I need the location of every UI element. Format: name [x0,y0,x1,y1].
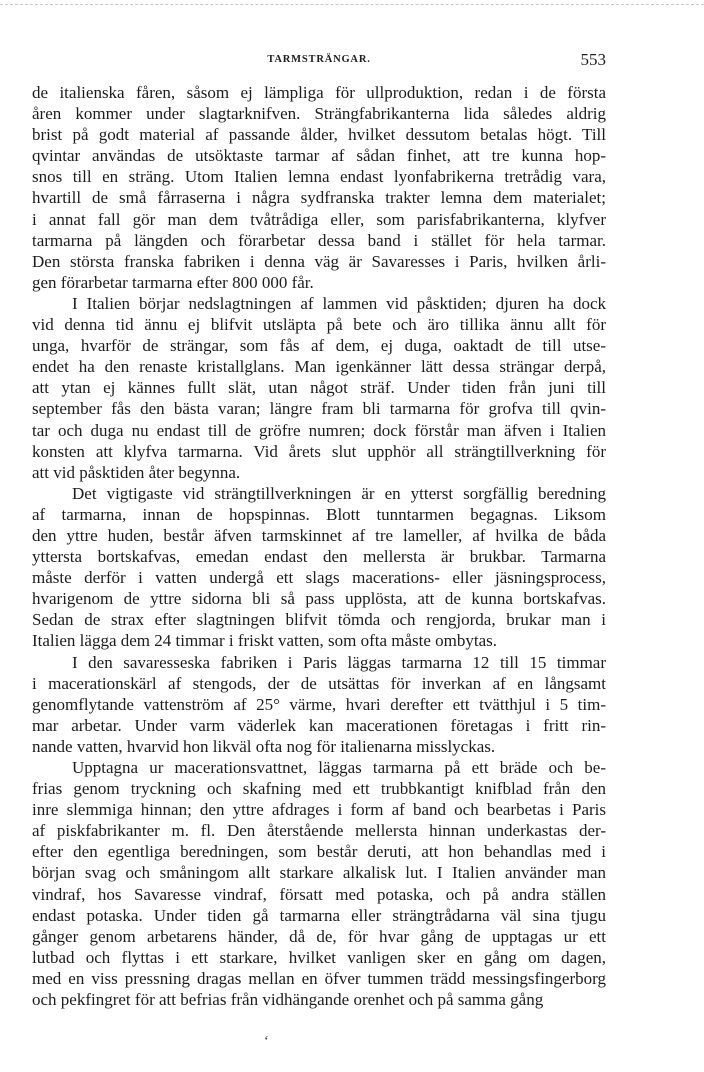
paragraph [32,483,606,652]
text-line: lutbad och flyttas i ett starkare, hvilket vanligen sker en gång om dagen, [32,947,606,967]
text-line: af tarmarna, innan de hopspinnas. Blott tunntarmen begagnas. Liksom [32,504,606,524]
text-line: Italien lägga dem 24 timmar i friskt vatten, som ofta måste ombytas. [32,631,498,651]
text-line: nande vatten, hvarvid hon likväl ofta nog för italienarna misslyckas. [32,736,496,756]
text-line: måste derför i vatten undergå ett slags macerations- eller jäsningsprocess, [32,568,606,588]
text-line: hvarigenom de yttre sidorna bli så pass upplösta, att de kunna bortskafvas. [32,589,606,609]
text-line: genomflytande vattenström af 25° värme, hvari derefter ett tvätthjul i 5 tim- [32,694,606,714]
text-line: de italienska fåren, såsom ej lämpliga för ullproduktion, redan i de första [32,83,606,102]
running-head: TARMSTRÄNGAR. [267,54,371,65]
text-line: Det vigtigaste vid strängtillverkningen är en ytterst sorgfällig beredning [72,483,606,503]
text-line: gen förarbetar tarmarna efter 800 000 får. [32,272,314,292]
scan-edge-rule [0,4,704,5]
text-line: endet ha den renaste kristallglans. Man igenkänner lätt dessa strängar derpå, [32,357,606,377]
text-line: I Italien börjar nedslagtningen af lammen vid påsktiden; djuren ha dock [72,293,606,313]
text-line: hvartill de små fårraserna i några sydfranska trakter lemna dem materialet; [32,188,606,208]
paragraph [32,82,606,293]
text-line: i macerationskärl af stengods, der de utsättas för inverkan af en långsamt [32,673,606,693]
text-line: af piskfabrikanter m. fl. Den återstående mellersta hinnan underkastas der- [32,821,606,841]
text-line: qvintar användas de utsöktaste tarmar af sådan finhet, att tre kunna hop- [32,146,606,166]
text-line: med en viss pressning dragas mellan en öfver tummen trädd messingsfingerborg [32,968,606,988]
text-line: vid denna tid ännu ej blifvit utsläpta på bete och äro tillika ännu allt för [32,315,606,335]
text-line: och pekfingret för att befrias från vidhängande orenhet och på samma gång [32,990,544,1010]
text-line: tar och duga nu endast till de gröfre numren; dock förstår man äfven i Italien [32,420,606,440]
body-text [32,82,606,1010]
text-line: I den savaresseska fabriken i Paris läggas tarmarna 12 till 15 timmar [72,652,606,672]
text-line: Upptagna ur macerationsvattnet, läggas tarmarna på ett bräde och be- [72,758,606,777]
page-number: 553 [580,50,606,69]
text-line: yttersta bortskafvas, emedan endast den mellersta är brukbar. Tarmarna [32,547,606,567]
paragraph [32,757,606,1010]
text-line: början svag och småningom allt starkare alkalisk lut. I Italien använder man [32,863,606,883]
text-line: Den största franska fabriken i denna väg är Savaresses i Paris, hvilken årli- [32,251,606,271]
text-line: brist på godt material af passande ålder, hvilket dessutom betalas högt. Till [32,125,606,145]
paragraph [32,293,606,483]
text-line: den yttre huden, består äfven tarmskinnet af tre lameller, af hvilka de båda [32,525,606,545]
text-line: gånger genom arbetarens händer, då de, för hvar gång de upptagas ur ett [32,926,606,946]
text-line: i annat fall gör man dem tvåtrådiga eller, som parisfabrikanterna, klyfver [32,209,606,229]
text-line: att vid påsktiden åter begynna. [32,462,241,482]
text-line: endast potaska. Under tiden gå tarmarna eller strängtrådarna väl sina tjugu [32,905,606,925]
text-line: vindraf, hos Savaresse vindraf, försatt med potaska, och på andra ställen [32,884,606,904]
text-line: konsten att klyfva tarmarna. Vid årets slut upphör all strängtillverkning för [32,441,606,461]
text-line: efter den egentliga beredningen, som består deruti, att hon behandlas med i [32,842,606,862]
text-line: mar arbetar. Under varm väderlek kan macerationen företagas i fritt rin- [32,715,606,735]
bottom-ink-mark: ʻ [264,1034,269,1049]
text-line: Sedan de strax efter slagtningen blifvit tömda och rengjorda, brukar man i [32,610,606,630]
text-line: åren kommer under slagtarknifven. Strängfabrikanterna lida således aldrig [32,104,606,124]
text-line: tarmarna på längden och förarbetar dessa band i stället för hela tarmar. [32,230,606,250]
paragraph [32,652,606,757]
text-line: frias genom tryckning och skafning med ett trubbkantigt knifblad från den [32,779,606,799]
text-line: att ytan ej kännes fullt slät, utan något sträf. Under tiden från juni till [32,378,606,398]
text-line: snos till en sträng. Utom Italien lemna endast lyonfabrikerna tretrådig vara, [32,167,606,187]
text-line: unga, hvarför de strängar, som fås af dem, ej duga, oaktadt de till utse- [32,336,606,356]
text-line: september fås den bästa varan; längre fram bli tarmarna för grofva till qvin- [32,399,606,419]
text-line: inre slemmiga hinnan; den yttre afdrages i form af band och bearbetas i Paris [32,800,606,820]
page-header [32,50,606,74]
